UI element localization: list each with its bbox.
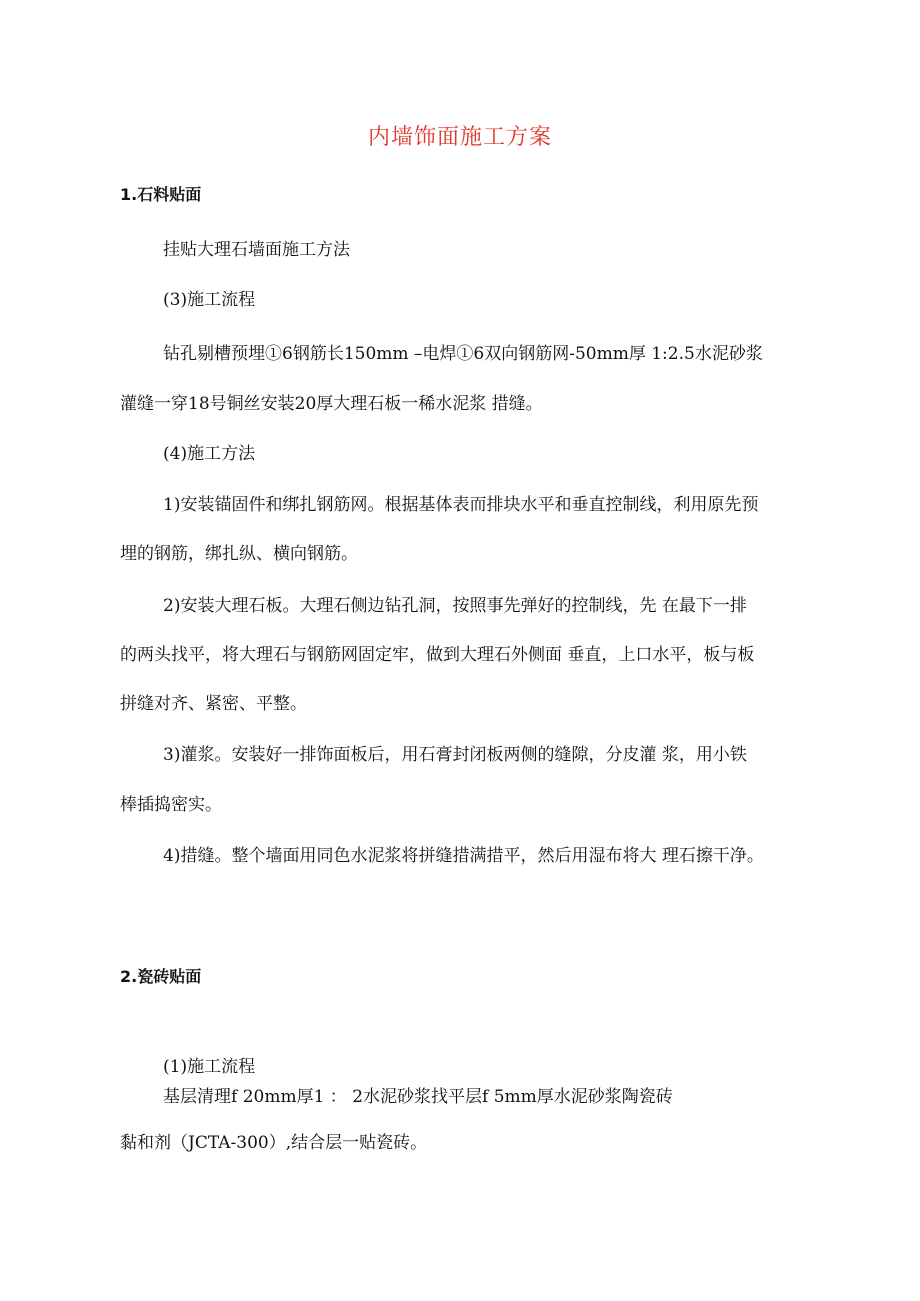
- paragraph-line: 拼缝对齐、紧密、平整。: [120, 694, 307, 714]
- paragraph-line: 埋的钢筋，绑扎纵、横向钢筋。: [120, 544, 358, 564]
- section-heading-stone: 1.石料贴面: [120, 185, 202, 204]
- paragraph-line: (1)施工流程: [163, 1057, 256, 1077]
- section-heading-tile: 2.瓷砖贴面: [120, 967, 202, 986]
- paragraph-line: 棒插捣密实。: [120, 795, 222, 815]
- paragraph-line: 钻孔剔槽预埋①6钢筋长150mm –电焊①6双向钢筋网-50mm厚 1:2.5水泥砂浆: [163, 344, 763, 364]
- paragraph-line: 2)安装大理石板。大理石侧边钻孔洞，按照事先弹好的控制线，先 在最下一排: [163, 596, 747, 616]
- paragraph-line: 灌缝一穿18号铜丝安装20厚大理石板一稀水泥浆 措缝。: [120, 394, 543, 414]
- paragraph-line: (3)施工流程: [163, 290, 256, 310]
- paragraph-line: 3)灌浆。安装好一排饰面板后，用石膏封闭板两侧的缝隙，分皮灌 浆，用小铁: [163, 745, 747, 765]
- paragraph-line: (4)施工方法: [163, 444, 256, 464]
- paragraph-line: 黏和剂（JCTA-300）,结合层一贴瓷砖。: [120, 1133, 428, 1153]
- paragraph-line: 基层清理f 20mm厚1 ： 2水泥砂浆找平层f 5mm厚水泥砂浆陶瓷砖: [163, 1087, 673, 1107]
- document-title: 内墙饰面施工方案: [367, 125, 552, 150]
- paragraph-line: 1)安装锚固件和绑扎钢筋网。根据基体表而排块水平和垂直控制线，利用原先预: [163, 495, 759, 515]
- paragraph-line: 的两头找平，将大理石与钢筋网固定牢，做到大理石外侧面 垂直，上口水平，板与板: [120, 645, 755, 665]
- paragraph-line: 4)措缝。整个墙面用同色水泥浆将拼缝措满措平，然后用湿布将大 理石擦干净。: [163, 846, 764, 866]
- paragraph-line: 挂贴大理石墙面施工方法: [163, 240, 350, 260]
